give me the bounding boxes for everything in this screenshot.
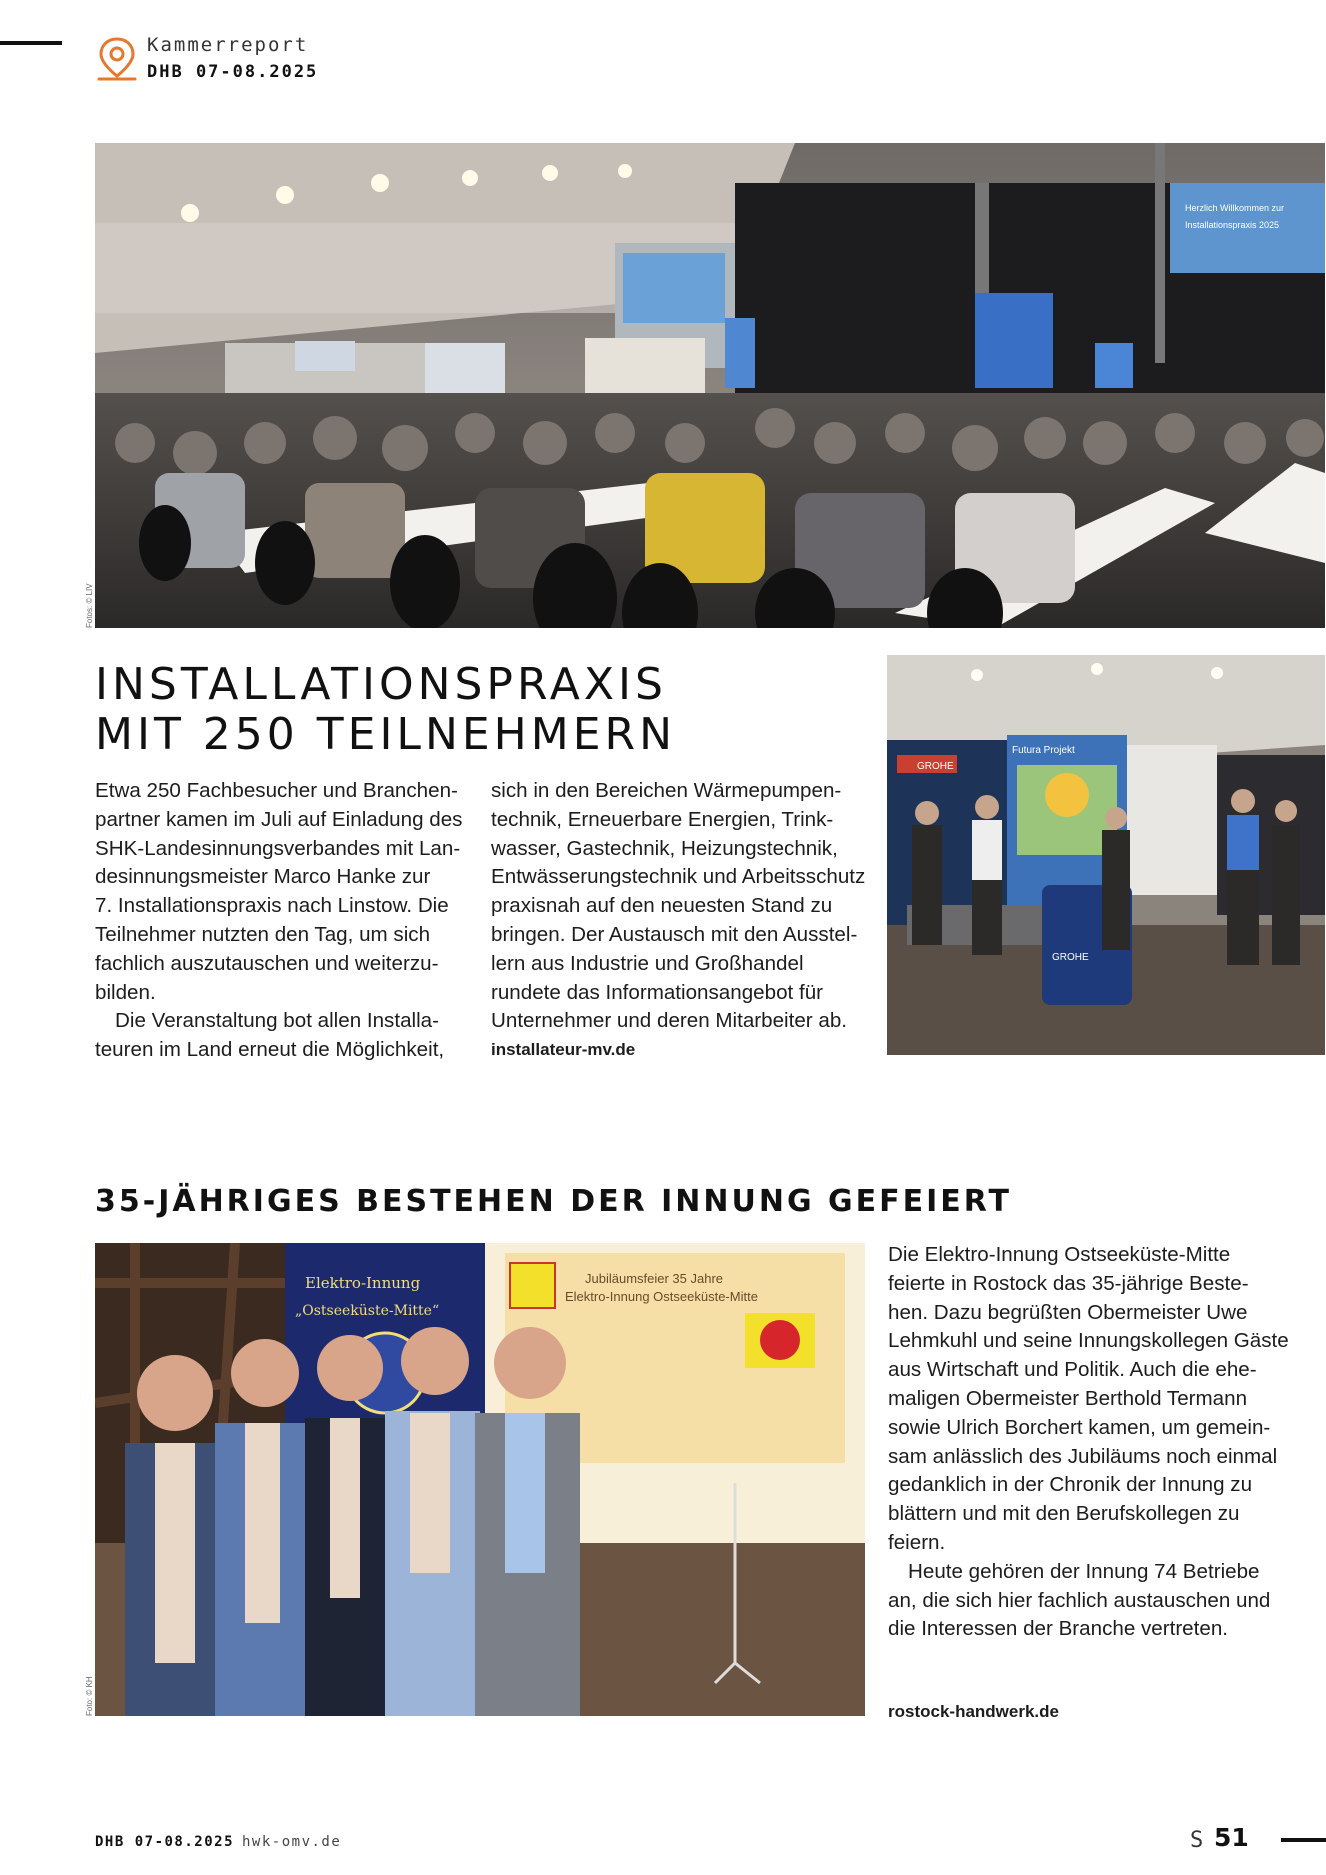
text-line: Unternehmer und deren Mitarbeiter ab. (491, 1009, 848, 1033)
footer-rule (1281, 1838, 1326, 1842)
text-line: SHK-Landesinnungsverbandes mit Lan- (95, 836, 461, 860)
text-line: feierte in Rostock das 35-jährige Beste- (888, 1271, 1249, 1295)
article1-column-2 (491, 777, 871, 1065)
text-line: praxisnah auf den neuesten Stand zu (491, 894, 833, 918)
text-line: feiern. (888, 1530, 946, 1554)
section-label: Kammerreport (147, 34, 309, 56)
article2-url[interactable]: rostock-handwerk.de (888, 1702, 1059, 1721)
text-line: fachlich auszutauschen und weiterzu- (95, 951, 439, 975)
text-line: bringen. Der Austausch mit den Ausstel- (491, 922, 858, 946)
text-line: Die Elektro-Innung Ostseeküste-Mitte (888, 1243, 1231, 1266)
booth-futura-sign: Futura Projekt (1012, 745, 1075, 756)
text-line: Teilnehmer nutzten den Tag, um sich (95, 922, 431, 946)
text-line: lern aus Industrie und Großhandel (491, 951, 804, 975)
text-line: sowie Ulrich Borchert kamen, um gemein- (888, 1415, 1271, 1439)
text-line: Lehmkuhl und seine Innungskollegen Gäste (888, 1329, 1289, 1353)
group-photo (95, 1243, 865, 1716)
text-line: rundete das Informationsangebot für (491, 980, 824, 1004)
text-line: Etwa 250 Fachbesucher und Branchen- (95, 779, 458, 802)
article1-column-1 (95, 777, 467, 1065)
text-line: maligen Obermeister Berthold Termann (888, 1386, 1248, 1410)
footer-page-number: 51 (1214, 1823, 1249, 1852)
photo-credit-2: Foto: © KH (85, 1676, 94, 1716)
photo-credit-1: Fotos: © LIV (85, 583, 94, 628)
issue-label: DHB 07-08.2025 (147, 62, 319, 82)
article1-url[interactable]: installateur-mv.de (491, 1040, 636, 1060)
text-line: gedanklich in der Chronik der Innung zu (888, 1473, 1253, 1497)
article-title-jubilaeum: 35-JÄHRIGES BESTEHEN DER INNUNG GEFEIERT (95, 1184, 1013, 1219)
exhibition-booth-photo (887, 655, 1325, 1055)
banner-line-2: „Ostseeküste-Mitte“ (295, 1303, 440, 1319)
text-line: blättern und mit den Berufskollegen zu (888, 1502, 1240, 1526)
location-pin-icon (96, 36, 138, 82)
projection-line-2: Elektro-Innung Ostseeküste-Mitte (565, 1289, 758, 1304)
text-line: an, die sich hier fachlich austauschen und (888, 1588, 1271, 1612)
conference-hall-photo (95, 143, 1325, 628)
text-line: sam anlässlich des Jubiläums noch einmal (888, 1444, 1278, 1468)
text-line: Heute gehören der Innung 74 Betriebe (908, 1559, 1260, 1583)
projection-line-1: Jubiläumsfeier 35 Jahre (585, 1271, 724, 1286)
text-line: teuren im Land erneut die Möglichkeit, (95, 1038, 445, 1062)
article-title-installationspraxis (95, 660, 855, 760)
text-line: bilden. (95, 980, 156, 1004)
text-line: die Interessen der Branche vertreten. (888, 1617, 1228, 1641)
text-line: sich in den Bereichen Wärmepumpen- (491, 779, 842, 802)
text-line: desinnungsmeister Marco Hanke zur (95, 865, 431, 889)
footer-site-link[interactable]: hwk-omv.de (242, 1834, 342, 1850)
booth-grohe-sign: GROHE (917, 761, 954, 772)
text-line: technik, Erneuerbare Energien, Trink- (491, 807, 834, 831)
hall-screen-line1: Herzlich Willkommen zur (1185, 203, 1285, 213)
title-line-2: MIT 250 TEILNEHMERN (95, 709, 676, 760)
article2-text (888, 1241, 1308, 1644)
text-line: 7. Installationspraxis nach Linstow. Die (95, 894, 449, 918)
text-line: wasser, Gastechnik, Heizungstechnik, (491, 836, 838, 860)
hall-screen-line2: Installationspraxis 2025 (1185, 220, 1280, 230)
header-rule (0, 41, 62, 45)
booth-counter-sign: GROHE (1052, 952, 1089, 963)
text-line: Die Veranstaltung bot allen Installa- (115, 1009, 439, 1033)
banner-line-1: Elektro-Innung (305, 1274, 421, 1292)
text-line: aus Wirtschaft und Politik. Auch die ehe- (888, 1358, 1257, 1382)
text-line: Entwässerungstechnik und Arbeitsschutz (491, 865, 866, 889)
text-line: partner kamen im Juli auf Einladung des (95, 807, 463, 831)
text-line: hen. Dazu begrüßten Obermeister Uwe (888, 1300, 1248, 1324)
title-line-1: INSTALLATIONSPRAXIS (95, 659, 667, 710)
footer-issue: DHB 07-08.2025 (95, 1834, 235, 1850)
footer-page-prefix: S (1190, 1828, 1204, 1853)
